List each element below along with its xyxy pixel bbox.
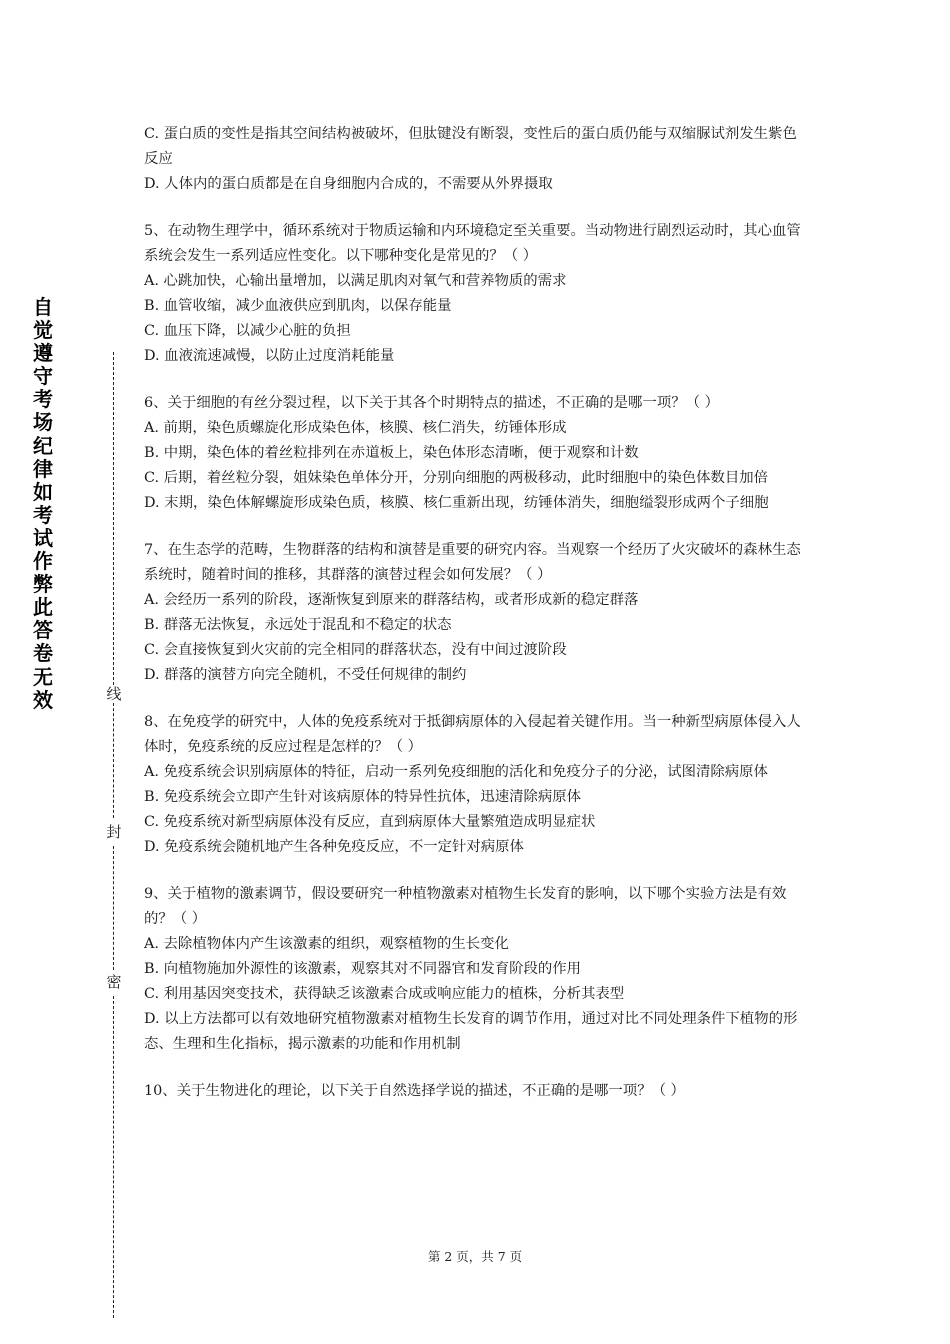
option-a: A. 心跳加快，心输出量增加，以满足肌肉对氧气和营养物质的需求 [144, 273, 567, 289]
option-c: C. 蛋白质的变性是指其空间结构被破坏，但肽键没有断裂，变性后的蛋白质仍能与双缩脲试剂发生紫色反应 [144, 126, 797, 167]
option-d: D. 群落的演替方向完全随机，不受任何规律的制约 [144, 667, 467, 683]
question-5 [144, 219, 808, 369]
page-number: 第 2 页，共 7 页 [427, 1249, 523, 1264]
option-a: A. 前期，染色质螺旋化形成染色体，核膜、核仁消失，纺锤体形成 [144, 420, 567, 436]
option-a: A. 去除植物体内产生该激素的组织，观察植物的生长变化 [144, 936, 509, 952]
option-d: D. 以上方法都可以有效地研究植物激素对植物生长发育的调节作用，通过对比不同处理条件下植物的形态、生理和生化指标，揭示激素的功能和作用机制 [144, 1011, 798, 1052]
option-d: D. 末期，染色体解螺旋形成染色质，核膜、核仁重新出现，纺锤体消失，细胞缢裂形成两个子细胞 [144, 495, 769, 511]
seal-label-secret: 密 [104, 974, 124, 990]
question-stem: 10、关于生物进化的理论，以下关于自然选择学说的描述，不正确的是哪一项？（ ） [144, 1083, 685, 1099]
option-d: D. 人体内的蛋白质都是在自身细胞内合成的，不需要从外界摄取 [144, 176, 553, 192]
seal-dashed-line [113, 996, 114, 1318]
question-list [144, 122, 808, 1126]
question-6 [144, 391, 808, 516]
option-c: C. 后期，着丝粒分裂，姐妹染色单体分开，分别向细胞的两极移动，此时细胞中的染色体数目加倍 [144, 470, 769, 486]
question-stem: 8、在免疫学的研究中，人体的免疫系统对于抵御病原体的入侵起着关键作用。当一种新型病原体侵入人体时，免疫系统的反应过程是怎样的？（ ） [144, 714, 801, 755]
question-stem: 7、在生态学的范畴，生物群落的结构和演替是重要的研究内容。当观察一个经历了火灾破坏的森林生态系统时，随着时间的推移，其群落的演替过程会如何发展？（ ） [144, 542, 801, 583]
seal-dashed-line [113, 352, 114, 685]
option-d: D. 血液流速减慢，以防止过度消耗能量 [144, 348, 395, 364]
question-8 [144, 710, 808, 860]
seal-dashed-line [113, 846, 114, 970]
seal-label-line: 线 [104, 686, 124, 702]
option-b: B. 中期，染色体的着丝粒排列在赤道板上，染色体形态清晰，便于观察和计数 [144, 445, 639, 461]
option-b: B. 血管收缩，减少血液供应到肌肉，以保存能量 [144, 298, 452, 314]
seal-label-seal: 封 [104, 824, 124, 840]
option-c: C. 会直接恢复到火灾前的完全相同的群落状态，没有中间过渡阶段 [144, 642, 567, 658]
option-b: B. 向植物施加外源性的该激素，观察其对不同器官和发育阶段的作用 [144, 961, 582, 977]
option-b: B. 群落无法恢复，永远处于混乱和不稳定的状态 [144, 617, 452, 633]
option-c: C. 利用基因突变技术，获得缺乏该激素合成或响应能力的植株，分析其表型 [144, 986, 625, 1002]
option-c: C. 血压下降，以减少心脏的负担 [144, 323, 351, 339]
option-a: A. 免疫系统会识别病原体的特征，启动一系列免疫细胞的活化和免疫分子的分泌，试图清除病原体 [144, 764, 768, 780]
question-9 [144, 882, 808, 1057]
exam-discipline-warning: 自觉遵守考场纪律如考试作弊此答卷无效 [33, 295, 53, 712]
question-stem: 9、关于植物的激素调节，假设要研究一种植物激素对植物生长发育的影响，以下哪个实验方法是有效的？（ ） [144, 886, 787, 927]
option-a: A. 会经历一系列的阶段，逐渐恢复到原来的群落结构，或者形成新的稳定群落 [144, 592, 639, 608]
option-d: D. 免疫系统会随机地产生各种免疫反应，不一定针对病原体 [144, 839, 524, 855]
option-c: C. 免疫系统对新型病原体没有反应，直到病原体大量繁殖造成明显症状 [144, 814, 596, 830]
question-stem: 5、在动物生理学中，循环系统对于物质运输和内环境稳定至关重要。当动物进行剧烈运动时，其心血管系统会发生一系列适应性变化。以下哪种变化是常见的？（ ） [144, 223, 801, 264]
question-stem: 6、关于细胞的有丝分裂过程，以下关于其各个时期特点的描述，不正确的是哪一项？（ ） [144, 395, 719, 411]
seal-dashed-line [113, 703, 114, 818]
question-7 [144, 538, 808, 688]
question-4-continued [144, 122, 808, 197]
option-b: B. 免疫系统会立即产生针对该病原体的特异性抗体，迅速清除病原体 [144, 789, 582, 805]
question-10 [144, 1079, 808, 1104]
